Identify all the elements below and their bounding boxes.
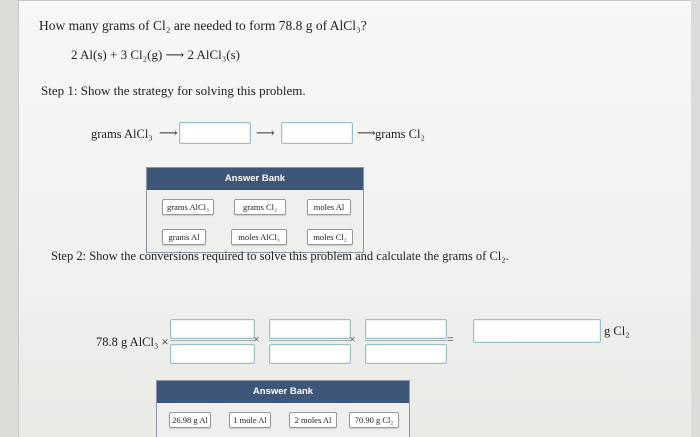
chip-1-mole-al[interactable]: 1 mole Al [229, 412, 271, 428]
chip-26-98-g-al[interactable]: 26.98 g Al [169, 412, 211, 428]
question-text: How many grams of Cl₂ are needed to form 78.8 g of AlCl₃? [39, 18, 367, 33]
times-sign-1: × [253, 332, 260, 346]
step2-title: Step 2: Show the conversions required to solve this problem and calculate the grams of Cl₂. [51, 249, 509, 263]
strategy-start-label: grams AlCl₃ [91, 127, 153, 141]
problem-page [18, 0, 691, 437]
strategy-slot-1[interactable] [179, 122, 251, 144]
step1-title: Step 1: Show the strategy for solving this problem. [41, 83, 306, 98]
strategy-end-label: grams Cl₂ [375, 127, 425, 141]
equals-sign: = [447, 332, 454, 346]
chip-70-90-g-cl2[interactable]: 70.90 g Cl₂ [349, 412, 399, 428]
times-sign-2: × [349, 332, 356, 346]
conversion-1-numerator[interactable] [170, 319, 255, 339]
strategy-arrow-3: ⟶ [357, 125, 376, 140]
reaction-equation: 2 Al(s) + 3 Cl₂(g) ⟶ 2 AlCl₃(s) [71, 47, 241, 62]
strategy-arrow-1: ⟶ [159, 125, 178, 140]
answer-bank-1-header: Answer Bank [147, 168, 363, 190]
chip-grams-alcl3[interactable]: grams AlCl₃ [162, 199, 214, 215]
conversion-2-denominator[interactable] [269, 344, 351, 364]
conversion-3-denominator[interactable] [365, 344, 447, 364]
conversion-2-fraction-bar [269, 340, 351, 341]
answer-bank-1 [146, 167, 364, 253]
chip-grams-cl2[interactable]: grams Cl₂ [234, 199, 286, 215]
answer-bank-2 [156, 380, 410, 437]
answer-input[interactable] [473, 319, 601, 343]
chip-grams-al[interactable]: grams Al [162, 229, 206, 245]
answer-unit: g Cl₂ [604, 324, 630, 338]
chip-2-moles-al[interactable]: 2 moles Al [289, 412, 337, 428]
conversion-3-fraction-bar [365, 340, 447, 341]
answer-bank-2-header: Answer Bank [157, 381, 409, 403]
chip-moles-al[interactable]: moles Al [307, 199, 351, 215]
conversion-2-numerator[interactable] [269, 319, 351, 339]
strategy-slot-2[interactable] [281, 122, 353, 144]
strategy-arrow-2: ⟶ [256, 125, 275, 140]
chip-moles-cl2[interactable]: moles Cl₂ [307, 229, 353, 245]
chip-moles-alcl3[interactable]: moles AlCl₃ [231, 229, 287, 245]
conversion-1-denominator[interactable] [170, 344, 255, 364]
conversion-1-fraction-bar [170, 340, 255, 341]
conversion-3-numerator[interactable] [365, 319, 447, 339]
step2-start-value: 78.8 g AlCl₃ × [96, 335, 169, 349]
